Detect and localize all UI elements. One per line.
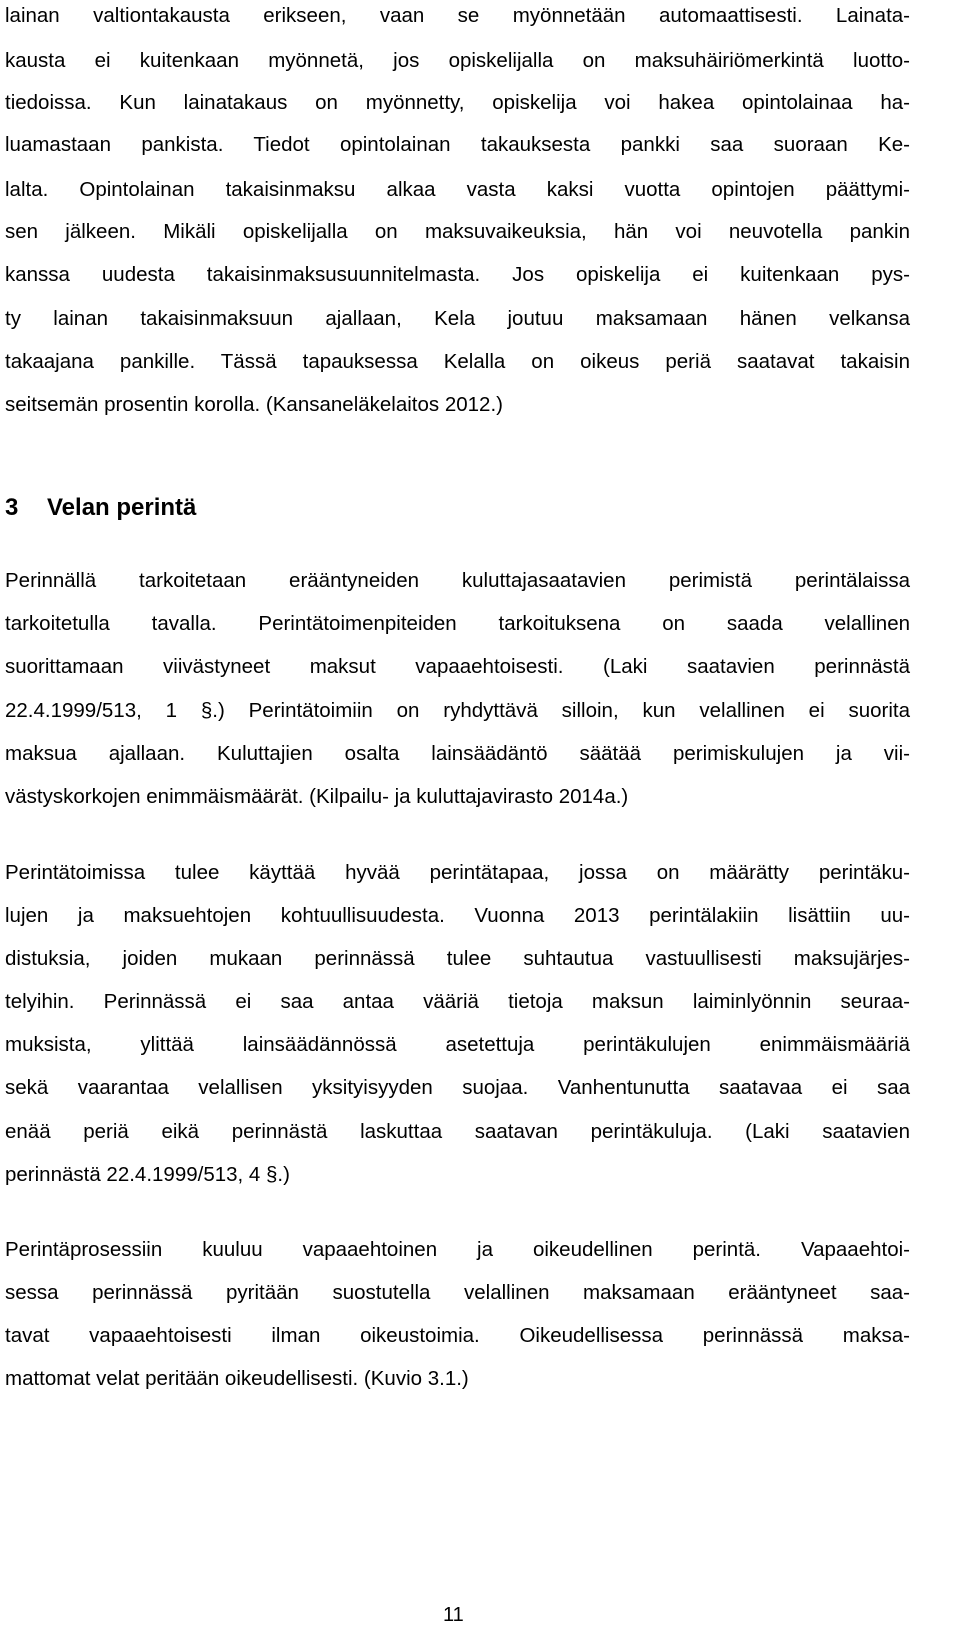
text-line: perinnästä 22.4.1999/513, 4 §.) — [5, 1163, 290, 1186]
text-line: tarkoitetulla tavalla. Perintätoimenpiteiden tarkoituksena on saada velallinen — [5, 612, 910, 635]
text-line: mattomat velat peritään oikeudellisesti. (Kuvio 3.1.) — [5, 1367, 469, 1390]
text-line: muksista, ylittää lainsäädännössä asetettuja perintäkulujen enimmäismääriä — [5, 1033, 910, 1056]
text-line: lalta. Opintolainan takaisinmaksu alkaa vasta kaksi vuotta opintojen päättymi- — [5, 178, 910, 201]
text-line: Perintäprosessiin kuuluu vapaaehtoinen ja oikeudellinen perintä. Vapaaehtoi- — [5, 1238, 910, 1261]
text-line: distuksia, joiden mukaan perinnässä tulee suhtautua vastuullisesti maksujärjes- — [5, 947, 910, 970]
text-line: kanssa uudesta takaisinmaksusuunnitelmasta. Jos opiskelija ei kuitenkaan pys- — [5, 263, 910, 286]
text-line: tavat vapaaehtoisesti ilman oikeustoimia. Oikeudellisessa perinnässä maksa- — [5, 1324, 910, 1347]
text-line: lainan valtiontakausta erikseen, vaan se myönnetään automaattisesti. Lainata- — [5, 4, 910, 27]
text-line: lujen ja maksuehtojen kohtuullisuudesta. Vuonna 2013 perintälakiin lisättiin uu- — [5, 904, 910, 927]
text-line: sekä vaarantaa velallisen yksityisyyden suojaa. Vanhentunutta saatavaa ei saa — [5, 1076, 910, 1099]
text-line: seitsemän prosentin korolla. (Kansaneläkelaitos 2012.) — [5, 393, 503, 416]
text-line: takaajana pankille. Tässä tapauksessa Kelalla on oikeus periä saatavat takaisin — [5, 350, 910, 373]
text-line: 22.4.1999/513, 1 §.) Perintätoimiin on ryhdyttävä silloin, kun velallinen ei suorita — [5, 699, 910, 722]
text-line: sessa perinnässä pyritään suostutella velallinen maksamaan erääntyneet saa- — [5, 1281, 910, 1304]
section-title: Velan perintä — [47, 494, 197, 521]
page-number: 11 — [443, 1604, 464, 1626]
section-heading — [5, 493, 196, 523]
text-line: Perintätoimissa tulee käyttää hyvää perintätapaa, jossa on määrätty perintäku- — [5, 861, 910, 884]
section-number: 3 — [5, 494, 19, 521]
text-line: tiedoissa. Kun lainatakaus on myönnetty, opiskelija voi hakea opintolainaa ha- — [5, 91, 910, 114]
text-line: enää periä eikä perinnästä laskuttaa saatavan perintäkuluja. (Laki saatavien — [5, 1120, 910, 1143]
text-line: luamastaan pankista. Tiedot opintolainan takauksesta pankki saa suoraan Ke- — [5, 133, 910, 156]
text-line: Perinnällä tarkoitetaan erääntyneiden kuluttajasaatavien perimistä perintälaissa — [5, 569, 910, 592]
text-line: sen jälkeen. Mikäli opiskelijalla on maksuvaikeuksia, hän voi neuvotella pankin — [5, 220, 910, 243]
text-line: telyihin. Perinnässä ei saa antaa vääriä tietoja maksun laiminlyönnin seuraa- — [5, 990, 910, 1013]
text-line: suorittamaan viivästyneet maksut vapaaehtoisesti. (Laki saatavien perinnästä — [5, 655, 910, 678]
text-line: ty lainan takaisinmaksuun ajallaan, Kela joutuu maksamaan hänen velkansa — [5, 307, 910, 330]
text-line: kausta ei kuitenkaan myönnetä, jos opiskelijalla on maksuhäiriömerkintä luotto- — [5, 49, 910, 72]
text-line: västyskorkojen enimmäismäärät. (Kilpailu- ja kuluttajavirasto 2014a.) — [5, 785, 629, 808]
text-line: maksua ajallaan. Kuluttajien osalta lainsäädäntö säätää perimiskulujen ja vii- — [5, 742, 910, 765]
